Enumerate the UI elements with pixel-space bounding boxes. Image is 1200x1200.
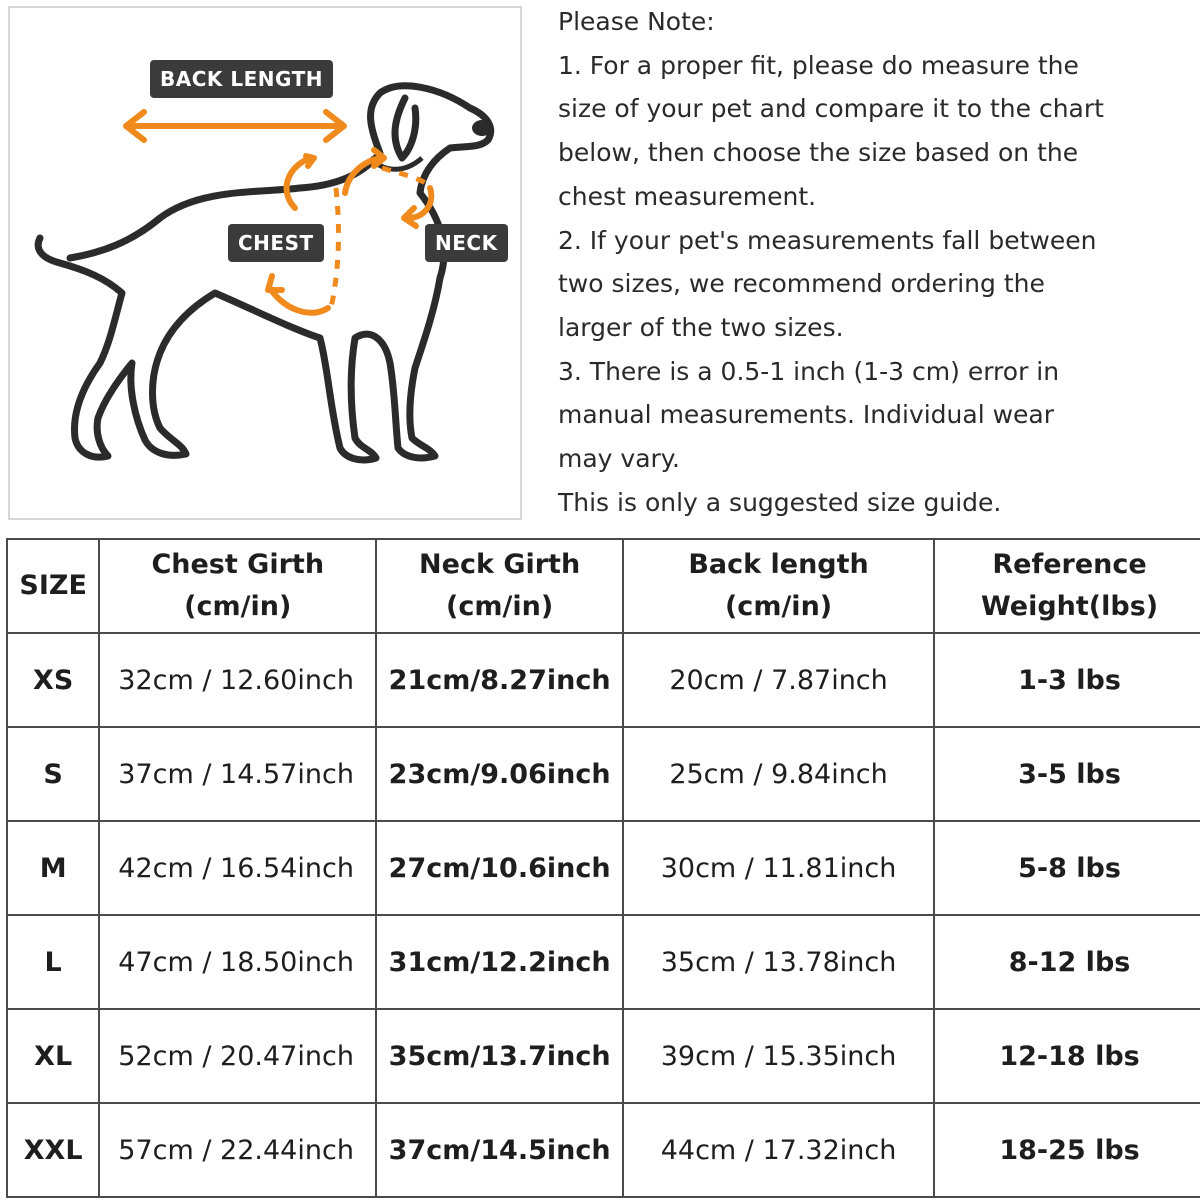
- table-row: [7, 633, 1200, 727]
- reference-weight-header: [934, 539, 1200, 633]
- table-row: [7, 1009, 1200, 1103]
- dog-measurement-illustration: [8, 6, 522, 520]
- chest-label: CHEST: [228, 224, 324, 262]
- table-row: [7, 821, 1200, 915]
- header-line: Chest Girth: [151, 549, 325, 580]
- chest-cell: 37cm / 14.57inch: [99, 727, 376, 821]
- chest-cell: 47cm / 18.50inch: [99, 915, 376, 1009]
- weight-cell: 1-3 lbs: [934, 633, 1200, 727]
- weight-cell: 5-8 lbs: [934, 821, 1200, 915]
- note-line: below, then choose the size based on the: [558, 138, 1079, 168]
- neck-cell: 35cm/13.7inch: [376, 1009, 623, 1103]
- size-cell: S: [7, 727, 99, 821]
- neck-cell: 37cm/14.5inch: [376, 1103, 623, 1197]
- neck-cell: 27cm/10.6inch: [376, 821, 623, 915]
- back-cell: 39cm / 15.35inch: [623, 1009, 934, 1103]
- weight-cell: 18-25 lbs: [934, 1103, 1200, 1197]
- note-line: This is only a suggested size guide.: [558, 487, 1002, 517]
- neck-label: NECK: [425, 224, 508, 262]
- back-length-header: [623, 539, 934, 633]
- table-row: [7, 727, 1200, 821]
- weight-cell: 3-5 lbs: [934, 727, 1200, 821]
- weight-cell: 12-18 lbs: [934, 1009, 1200, 1103]
- note-line: may vary.: [558, 444, 680, 474]
- back-cell: 25cm / 9.84inch: [623, 727, 934, 821]
- neck-girth-header: [376, 539, 623, 633]
- size-cell: XS: [7, 633, 99, 727]
- note-line: 2. If your pet's measurements fall between: [558, 225, 1097, 255]
- back-length-label: BACK LENGTH: [150, 60, 333, 98]
- header-line: (cm/in): [724, 591, 833, 622]
- note-line: 3. There is a 0.5-1 inch (1-3 cm) error in: [558, 356, 1060, 386]
- chest-girth-header: [99, 539, 376, 633]
- header-line: Reference: [992, 549, 1147, 580]
- size-header: SIZE: [7, 539, 99, 633]
- header-line: Neck Girth: [419, 549, 581, 580]
- note-line: larger of the two sizes.: [558, 312, 844, 342]
- chest-cell: 57cm / 22.44inch: [99, 1103, 376, 1197]
- back-cell: 44cm / 17.32inch: [623, 1103, 934, 1197]
- back-cell: 35cm / 13.78inch: [623, 915, 934, 1009]
- note-line: size of your pet and compare it to the chart: [558, 94, 1104, 124]
- chest-cell: 42cm / 16.54inch: [99, 821, 376, 915]
- note-line: Please Note:: [558, 7, 715, 36]
- header-line: (cm/in): [184, 591, 292, 622]
- size-cell: XL: [7, 1009, 99, 1103]
- please-note-text: [558, 0, 1198, 524]
- neck-cell: 21cm/8.27inch: [376, 633, 623, 727]
- weight-cell: 8-12 lbs: [934, 915, 1200, 1009]
- note-line: manual measurements. Individual wear: [558, 400, 1055, 430]
- chest-cell: 52cm / 20.47inch: [99, 1009, 376, 1103]
- back-cell: 20cm / 7.87inch: [623, 633, 934, 727]
- chest-cell: 32cm / 12.60inch: [99, 633, 376, 727]
- table-header-row: [7, 539, 1200, 633]
- header-line: Back length: [688, 549, 869, 580]
- neck-cell: 23cm/9.06inch: [376, 727, 623, 821]
- neck-cell: 31cm/12.2inch: [376, 915, 623, 1009]
- back-cell: 30cm / 11.81inch: [623, 821, 934, 915]
- size-cell: L: [7, 915, 99, 1009]
- note-line: two sizes, we recommend ordering the: [558, 269, 1045, 299]
- size-cell: M: [7, 821, 99, 915]
- note-line: 1. For a proper fit, please do measure the: [558, 50, 1079, 80]
- table-row: [7, 1103, 1200, 1197]
- header-line: Weight(lbs): [980, 591, 1159, 622]
- note-line: chest measurement.: [558, 181, 817, 211]
- table-row: [7, 915, 1200, 1009]
- header-line: (cm/in): [446, 591, 554, 622]
- size-cell: XXL: [7, 1103, 99, 1197]
- size-chart-table: [6, 538, 1200, 1198]
